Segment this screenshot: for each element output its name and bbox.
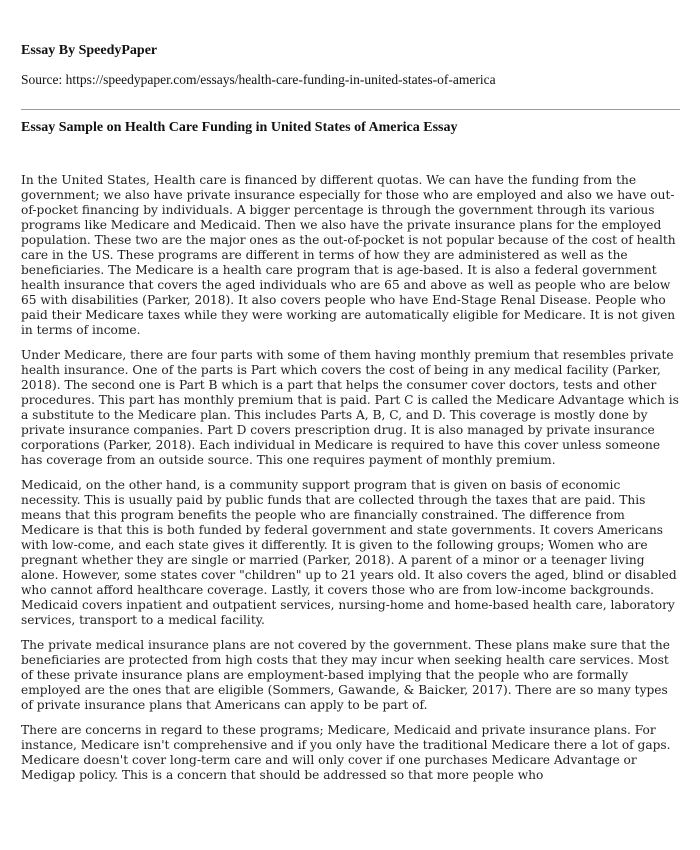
paragraph: Medicaid, on the other hand, is a community support program that is given on basis of economic necessity. This is usually paid by public funds that are collected through the taxes that are paid. This means that this program benefits the people who are financially constrained. The difference from Medicare is that this is both funded by federal government and state governments. It covers Americans with low-come, and each state gives it differently. It is given to the following groups; Women who are pregnant whether they are single or married (Parker, 2018). A parent of a minor or a teenager living alone. However, some states cover "children" up to 21 years old. It also covers the aged, blind or disabled who cannot afford healthcare coverage. Lastly, it covers those who are from low-income backgrounds. Medicaid covers inpatient and outpatient services, nursing-home and home-based health care, laboratory services, transport to a medical facility. — [21, 478, 677, 627]
brand-heading: Essay By SpeedyPaper — [21, 43, 158, 58]
source-line: Source: https://speedypaper.com/essays/health-care-funding-in-united-states-of-america — [21, 72, 496, 87]
header-divider — [21, 109, 680, 110]
paragraph: In the United States, Health care is financed by different quotas. We can have the funding from the government; we also have private insurance especially for those who are employed and also we have out-of-pocket financing by individuals. A bigger percentage is through the government through its various programs like Medicare and Medicaid. Then we also have the private insurance plans for the employed population. These two are the major ones as the out-of-pocket is not popular because of the cost of health care in the US. These programs are different in terms of how they are administered as well as the beneficiaries. The Medicare is a health care program that is age-based. It is also a federal government health insurance that covers the aged individuals who are 65 and above as well as people who are below 65 with disabilities (Parker, 2018). It also covers people who have End-Stage Renal Disease. People who paid their Medicare taxes while they were working are automatically eligible for Medicare. It is not given in terms of income. — [21, 173, 676, 337]
essay-title: Essay Sample on Health Care Funding in United States of America Essay — [21, 120, 458, 135]
essay-body — [21, 173, 681, 793]
paragraph: Under Medicare, there are four parts with some of them having monthly premium that resembles private health insurance. One of the parts is Part which covers the cost of being in any medical facility (Parker, 2018). The second one is Part B which is a part that helps the consumer cover doctors, tests and other procedures. This part has monthly premium that is paid. Part C is called the Medicare Advantage which is a substitute to the Medicare plan. This includes Parts A, B, C, and D. This coverage is mostly done by private insurance companies. Part D covers prescription drug. It is also managed by private insurance corporations (Parker, 2018). Each individual in Medicare is required to have this cover unless someone has coverage from an outside source. This one requires payment of monthly premium. — [21, 348, 679, 467]
paragraph: There are concerns in regard to these programs; Medicare, Medicaid and private insurance plans. For instance, Medicare isn't comprehensive and if you only have the traditional Medicare there a lot of gaps. Medicare doesn't cover long-term care and will only cover if one purchases Medicare Advantage or Medigap policy. This is a concern that should be addressed so that more people who — [21, 723, 671, 782]
paragraph: The private medical insurance plans are not covered by the government. These plans make sure that the beneficiaries are protected from high costs that they may incur when seeking health care services. Most of these private insurance plans are employment-based implying that the people who are formally employed are the ones that are eligible (Sommers, Gawande, & Baicker, 2017). There are so many types of private insurance plans that Americans can apply to be part of. — [21, 638, 670, 712]
